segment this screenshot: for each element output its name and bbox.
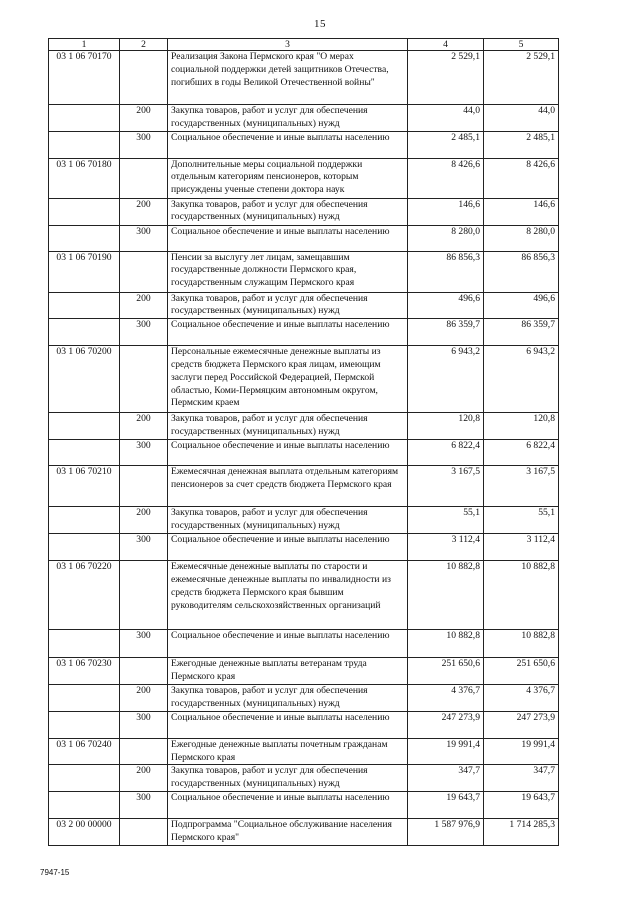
amount-col5-cell: 55,1 [484, 507, 559, 534]
amount-col4-cell: 251 650,6 [408, 658, 484, 685]
amount-col4-cell: 19 643,7 [408, 792, 484, 819]
amount-col4-cell: 2 485,1 [408, 131, 484, 158]
amount-col5-cell: 86 856,3 [484, 251, 559, 292]
code-cell: 03 1 06 70220 [49, 561, 120, 630]
description-cell: Социальное обеспечение и иные выплаты населению [168, 131, 408, 158]
table-header-row [49, 39, 559, 51]
description-cell: Ежегодные денежные выплаты ветеранам труда Пермского края [168, 658, 408, 685]
table-row [49, 765, 559, 792]
table-row [49, 413, 559, 440]
table-row [49, 131, 559, 158]
table-row [49, 792, 559, 819]
amount-col5-cell: 86 359,7 [484, 319, 559, 346]
description-cell: Социальное обеспечение и иные выплаты населению [168, 792, 408, 819]
expense-type-cell: 300 [120, 711, 168, 738]
amount-col5-cell: 347,7 [484, 765, 559, 792]
expense-type-cell [120, 738, 168, 765]
code-cell: 03 1 06 70190 [49, 251, 120, 292]
description-cell: Социальное обеспечение и иные выплаты населению [168, 225, 408, 251]
expense-type-cell: 200 [120, 685, 168, 712]
table-row [49, 198, 559, 225]
expense-type-cell: 300 [120, 792, 168, 819]
description-cell: Социальное обеспечение и иные выплаты населению [168, 319, 408, 346]
expense-type-cell [120, 819, 168, 846]
code-cell [49, 507, 120, 534]
code-cell [49, 105, 120, 132]
table-row [49, 561, 559, 630]
amount-col4-cell: 3 112,4 [408, 534, 484, 561]
description-cell: Социальное обеспечение и иные выплаты населению [168, 630, 408, 658]
code-cell: 03 1 06 70240 [49, 738, 120, 765]
code-cell [49, 711, 120, 738]
expense-type-cell: 200 [120, 292, 168, 319]
amount-col5-cell: 19 991,4 [484, 738, 559, 765]
table-row [49, 658, 559, 685]
code-cell: 03 1 06 70200 [49, 346, 120, 413]
expense-type-cell [120, 346, 168, 413]
code-cell [49, 534, 120, 561]
amount-col5-cell: 3 112,4 [484, 534, 559, 561]
table-row [49, 292, 559, 319]
table-row [49, 251, 559, 292]
code-cell: 03 1 06 70210 [49, 466, 120, 507]
table-row [49, 685, 559, 712]
amount-col4-cell: 496,6 [408, 292, 484, 319]
expense-type-cell [120, 658, 168, 685]
expense-type-cell [120, 251, 168, 292]
description-cell: Пенсии за выслугу лет лицам, замещавшим государственные должности Пермского края, государственным служащим Пермского края [168, 251, 408, 292]
amount-col5-cell: 6 822,4 [484, 440, 559, 466]
code-cell [49, 225, 120, 251]
description-cell: Закупка товаров, работ и услуг для обеспечения государственных (муниципальных) нужд [168, 685, 408, 712]
amount-col5-cell: 1 714 285,3 [484, 819, 559, 846]
page-number: 15 [314, 18, 326, 30]
amount-col4-cell: 2 529,1 [408, 51, 484, 105]
footer-code: 7947-15 [40, 868, 70, 877]
description-cell: Ежемесячные денежные выплаты по старости и ежемесячные денежные выплаты по инвалидности из средств бюджета Пермского края бывшим руководителям сельскохозяйственных организаций [168, 561, 408, 630]
table-row [49, 105, 559, 132]
code-cell [49, 685, 120, 712]
amount-col5-cell: 6 943,2 [484, 346, 559, 413]
expense-type-cell: 300 [120, 630, 168, 658]
table-row [49, 534, 559, 561]
amount-col4-cell: 6 822,4 [408, 440, 484, 466]
expense-type-cell: 200 [120, 507, 168, 534]
amount-col4-cell: 8 426,6 [408, 158, 484, 198]
table-row [49, 225, 559, 251]
amount-col4-cell: 86 856,3 [408, 251, 484, 292]
table-body [49, 51, 559, 846]
expense-type-cell: 300 [120, 440, 168, 466]
column-header-2: 2 [120, 39, 168, 51]
expense-type-cell: 300 [120, 534, 168, 561]
description-cell: Подпрограмма "Социальное обслуживание населения Пермского края" [168, 819, 408, 846]
table-row [49, 51, 559, 105]
amount-col5-cell: 146,6 [484, 198, 559, 225]
code-cell: 03 1 06 70230 [49, 658, 120, 685]
amount-col5-cell: 8 280,0 [484, 225, 559, 251]
amount-col4-cell: 6 943,2 [408, 346, 484, 413]
table-row [49, 440, 559, 466]
table-row [49, 630, 559, 658]
code-cell [49, 131, 120, 158]
table-row [49, 346, 559, 413]
expense-type-cell: 200 [120, 413, 168, 440]
amount-col4-cell: 120,8 [408, 413, 484, 440]
description-cell: Ежегодные денежные выплаты почетным гражданам Пермского края [168, 738, 408, 765]
description-cell: Социальное обеспечение и иные выплаты населению [168, 440, 408, 466]
amount-col4-cell: 146,6 [408, 198, 484, 225]
expense-type-cell [120, 158, 168, 198]
amount-col4-cell: 19 991,4 [408, 738, 484, 765]
column-header-1: 1 [49, 39, 120, 51]
description-cell: Закупка товаров, работ и услуг для обеспечения государственных (муниципальных) нужд [168, 765, 408, 792]
description-cell: Ежемесячная денежная выплата отдельным категориям пенсионеров за счет средств бюджета Пермского края [168, 466, 408, 507]
description-cell: Закупка товаров, работ и услуг для обеспечения государственных (муниципальных) нужд [168, 198, 408, 225]
code-cell [49, 413, 120, 440]
amount-col5-cell: 10 882,8 [484, 630, 559, 658]
amount-col5-cell: 2 529,1 [484, 51, 559, 105]
amount-col4-cell: 1 587 976,9 [408, 819, 484, 846]
amount-col4-cell: 8 280,0 [408, 225, 484, 251]
expense-type-cell [120, 561, 168, 630]
amount-col5-cell: 10 882,8 [484, 561, 559, 630]
description-cell: Закупка товаров, работ и услуг для обеспечения государственных (муниципальных) нужд [168, 413, 408, 440]
amount-col4-cell: 86 359,7 [408, 319, 484, 346]
table-row [49, 738, 559, 765]
column-header-3: 3 [168, 39, 408, 51]
column-header-5: 5 [484, 39, 559, 51]
expense-type-cell: 200 [120, 105, 168, 132]
amount-col4-cell: 347,7 [408, 765, 484, 792]
budget-table [48, 38, 559, 846]
amount-col5-cell: 19 643,7 [484, 792, 559, 819]
expense-type-cell: 300 [120, 225, 168, 251]
expense-type-cell: 300 [120, 131, 168, 158]
code-cell [49, 319, 120, 346]
code-cell: 03 1 06 70180 [49, 158, 120, 198]
amount-col5-cell: 4 376,7 [484, 685, 559, 712]
expense-type-cell: 200 [120, 198, 168, 225]
expense-type-cell: 300 [120, 319, 168, 346]
description-cell: Реализация Закона Пермского края "О мерах социальной поддержки детей защитников Отечества, погибших в годы Великой Отечественной войны" [168, 51, 408, 105]
amount-col4-cell: 3 167,5 [408, 466, 484, 507]
description-cell: Закупка товаров, работ и услуг для обеспечения государственных (муниципальных) нужд [168, 105, 408, 132]
description-cell: Закупка товаров, работ и услуг для обеспечения государственных (муниципальных) нужд [168, 292, 408, 319]
description-cell: Социальное обеспечение и иные выплаты населению [168, 711, 408, 738]
description-cell: Социальное обеспечение и иные выплаты населению [168, 534, 408, 561]
table-row [49, 319, 559, 346]
table-row [49, 711, 559, 738]
amount-col5-cell: 44,0 [484, 105, 559, 132]
amount-col5-cell: 120,8 [484, 413, 559, 440]
column-header-4: 4 [408, 39, 484, 51]
code-cell: 03 2 00 00000 [49, 819, 120, 846]
amount-col5-cell: 247 273,9 [484, 711, 559, 738]
expense-type-cell: 200 [120, 765, 168, 792]
table-row [49, 466, 559, 507]
amount-col4-cell: 10 882,8 [408, 561, 484, 630]
code-cell [49, 292, 120, 319]
amount-col4-cell: 4 376,7 [408, 685, 484, 712]
expense-type-cell [120, 466, 168, 507]
expense-type-cell [120, 51, 168, 105]
amount-col5-cell: 2 485,1 [484, 131, 559, 158]
description-cell: Персональные ежемесячные денежные выплаты из средств бюджета Пермского края лицам, имеющим заслуги перед Российской Федерацией, Пермской областью, Коми-Пермяцким автономным округом, Пермским краем [168, 346, 408, 413]
table-row [49, 158, 559, 198]
amount-col4-cell: 55,1 [408, 507, 484, 534]
code-cell [49, 198, 120, 225]
description-cell: Закупка товаров, работ и услуг для обеспечения государственных (муниципальных) нужд [168, 507, 408, 534]
amount-col4-cell: 247 273,9 [408, 711, 484, 738]
amount-col5-cell: 3 167,5 [484, 466, 559, 507]
amount-col4-cell: 10 882,8 [408, 630, 484, 658]
amount-col4-cell: 44,0 [408, 105, 484, 132]
amount-col5-cell: 251 650,6 [484, 658, 559, 685]
code-cell: 03 1 06 70170 [49, 51, 120, 105]
code-cell [49, 440, 120, 466]
description-cell: Дополнительные меры социальной поддержки отдельным категориям пенсионеров, которым присуждены ученые степени доктора наук [168, 158, 408, 198]
amount-col5-cell: 8 426,6 [484, 158, 559, 198]
code-cell [49, 792, 120, 819]
code-cell [49, 630, 120, 658]
amount-col5-cell: 496,6 [484, 292, 559, 319]
code-cell [49, 765, 120, 792]
table-row [49, 507, 559, 534]
table-row [49, 819, 559, 846]
